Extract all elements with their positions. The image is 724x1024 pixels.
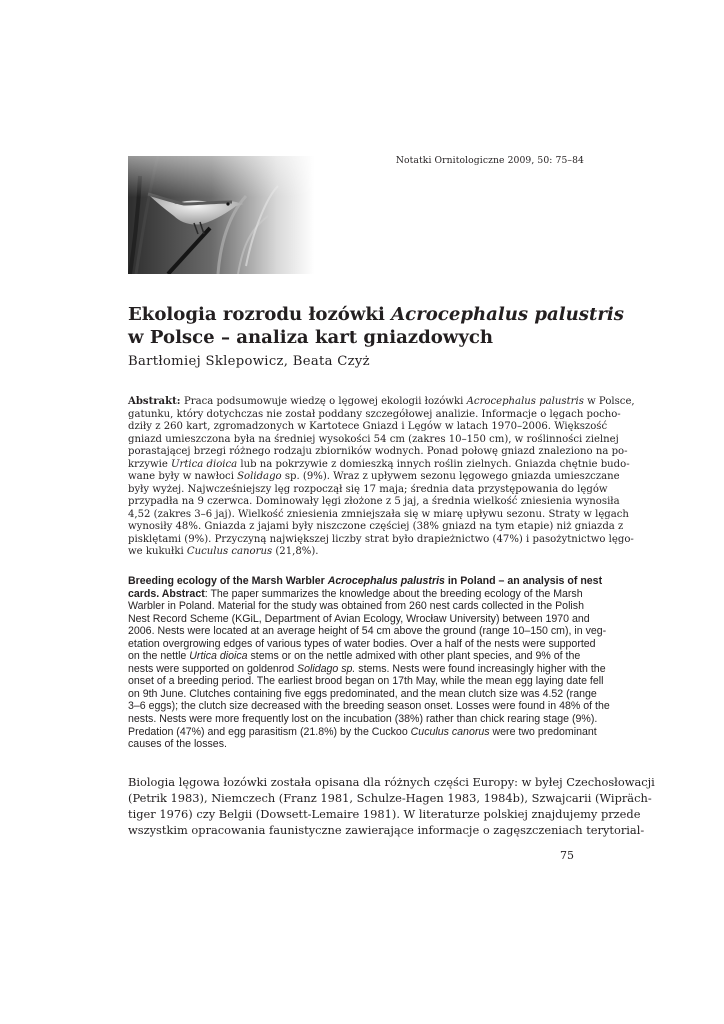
abstract-en-line [128, 612, 590, 626]
text-run: porastającej brzegi różnego rodzaju zbiorników wodnych. Ponad połowę gniazd znaleziono na po- [128, 446, 628, 457]
text-run: stems. Nests were found increasingly higher with the [355, 662, 606, 675]
intro-line [128, 822, 645, 838]
text-run: sp. (9%). Wraz z upływem sezonu lęgowego gniazda umieszczane [281, 471, 620, 482]
text-run: Warbler in Poland. Material for the study was obtained from 260 nest cards collected in the Polish [128, 600, 584, 613]
text-run: (21,8%). [272, 546, 319, 557]
abstract-en-line [128, 650, 581, 663]
species-name: Solidago sp. [297, 662, 356, 675]
text-run: in Poland – an analysis of nest [444, 575, 603, 587]
text-run: dziły z 260 kart, zgromadzonych w Kartotece Gniazd i Lęgów w latach 1970–2006. Większość [128, 421, 608, 432]
text-run: tiger 1976) czy Belgii (Dowsett-Lemaire 1981). W literaturze polskiej znajdujemy przede [128, 807, 641, 822]
text-run: stems or on the nettle admixed with other plant species, and 9% of the [247, 650, 581, 663]
text-run: Breeding ecology of the Marsh Warbler [128, 575, 328, 587]
text-run: gatunku, który dotychczas nie został poddany szczegółowej analizie. Informacje o lęgach pocho- [128, 408, 621, 420]
text-run: wynosiły 48%. Gniazda z jajami były niszczone częściej (38% gniazd na tym etapie) niż gniazda z [128, 521, 624, 532]
abstract-pl-line [128, 521, 624, 534]
abstract-en-line [128, 725, 597, 739]
abstract-en-line [128, 587, 583, 601]
authors: Bartłomiej Sklepowicz, Beata Czyż [128, 354, 370, 369]
abstract-en-line [128, 625, 607, 638]
text-run: nests were supported on goldenrod [128, 662, 298, 675]
title-species-name: Acrocephalus palustris [391, 304, 624, 325]
abstract-en-line [128, 687, 597, 701]
text-run: Praca podsumowuje wiedzę o lęgowej ekologii łozówki [184, 396, 467, 407]
text-run: on 9th June. Clutches containing five eggs predominated, and the mean clutch size was 4.52 (range [128, 687, 597, 700]
abstract-en-line [128, 675, 604, 688]
text-run: wszystkim opracowania faunistyczne zawierające informacje o zagęszczeniach terytorial- [128, 823, 645, 838]
abstract-pl-line [128, 508, 629, 522]
text-run: 3–6 eggs); the clutch size decreased with the breeding season onset. Losses were found in 48% of the [128, 700, 610, 713]
species-name: Cuculus canorus [410, 725, 490, 738]
introduction-paragraph [128, 774, 655, 838]
text-run: we kukułki [128, 546, 187, 557]
text-run: 4,52 (zakres 3–6 jaj). Wielkość zniesienia zmniejszała się w miarę upływu sezonu. Straty w lęgach [128, 508, 629, 520]
text-run: nests. Nests were more frequently lost on the incubation (38%) rather than chick rearing stage (9%). [128, 713, 598, 726]
title-line-1 [128, 303, 624, 326]
text-run: pisklętami (9%). Przyczyną największej liczby strat było drapieżnictwo (47%) i pasożytnictwo lęgo- [128, 533, 634, 545]
abstract-pl-line [128, 433, 619, 447]
text-run: on the nettle [128, 650, 190, 663]
abstract-pl-line [128, 471, 620, 484]
species-name: Acrocephalus palustris [327, 575, 445, 587]
text-run: causes of the losses. [128, 738, 227, 751]
text-run: etation overgrowing edges of various types of water bodies. Over a half of the nests were supported [128, 637, 596, 650]
abstract-en-line [128, 575, 603, 588]
intro-line [128, 774, 655, 790]
abstract-pl-line [128, 483, 608, 497]
abstract-en-line [128, 637, 596, 651]
title-text: Ekologia rozrodu łozówki [128, 304, 392, 325]
abstract-pl-line [128, 408, 621, 422]
abstract-pl-line [128, 446, 628, 459]
species-name: Acrocephalus palustris [466, 396, 584, 407]
marsh-warbler-photo-icon [128, 156, 314, 274]
species-name: Urtica dioica [189, 650, 248, 663]
abstract-pl-line [128, 421, 608, 434]
text-run: w Polsce, [583, 396, 635, 407]
abstract-en-line [128, 600, 584, 613]
text-run: Nest Record Scheme (KGiL, Department of Avian Ecology, Wrocław University) between 1970 and [128, 612, 590, 625]
text-run: lub na pokrzywie z domieszką innych roślin zielnych. Gniazda chętnie budo- [237, 458, 630, 470]
text-run: krzywie [128, 458, 172, 470]
abstract-en-line [128, 713, 598, 726]
abstract-en-line [128, 738, 576, 751]
abstract-en-line [128, 662, 606, 676]
abstract-pl-line [128, 546, 576, 559]
journal-reference: Notatki Ornitologiczne 2009, 50: 75–84 [395, 155, 584, 166]
abstract-pl-line [128, 396, 635, 409]
abstract-label: Abstrakt: [128, 396, 184, 407]
abstract-pl-line [128, 458, 630, 472]
abstract-pl-line [128, 496, 620, 509]
text-run: : The paper summarizes the knowledge about the breeding ecology of the Marsh [204, 587, 583, 600]
text-run: 2006. Nests were located at an average height of 54 cm above the ground (range 10–150 cm), in veg- [128, 625, 607, 638]
species-name: Urtica dioica [171, 458, 238, 470]
abstract-polish [128, 396, 635, 559]
intro-line [128, 790, 652, 806]
abstract-en-line [128, 700, 610, 713]
title-line-2: w Polsce – analiza kart gniazdowych [128, 327, 494, 348]
species-name: Solidago [237, 471, 282, 482]
article-title [128, 303, 624, 349]
abstract-english [128, 575, 610, 751]
abstract-pl-line [128, 533, 634, 547]
text-run: przypadła na 9 czerwca. Dominowały lęgi złożone z 5 jaj, a średnia wielkość zniesienia wynosiła [128, 496, 620, 507]
text-run: były wyżej. Najwcześniejszy lęg rozpoczął się 17 maja; średnia data przystępowania do lęgów [128, 483, 608, 495]
text-run: gniazd umieszczona była na średniej wysokości 54 cm (zakres 10–150 cm), w roślinności zielnej [128, 433, 619, 445]
text-run: wane były w nawłoci [128, 471, 238, 482]
text-run: (Petrik 1983), Niemczech (Franz 1981, Schulze-Hagen 1983, 1984b), Szwajcarii (Wipräch- [128, 791, 652, 806]
text-run: onset of a breeding period. The earliest brood began on 17th May, while the mean egg laying date fell [128, 675, 604, 688]
text-run: were two predominant [489, 725, 597, 738]
text-run: Predation (47%) and egg parasitism (21.8%) by the Cuckoo [128, 725, 411, 738]
page-number: 75 [560, 849, 574, 862]
species-name: Cuculus canorus [186, 546, 273, 557]
text-run: Biologia lęgowa łozówki została opisana dla różnych części Europy: w byłej Czechosłowacji [128, 775, 655, 789]
text-run: cards. Abstract [128, 587, 205, 600]
intro-line [128, 806, 641, 822]
